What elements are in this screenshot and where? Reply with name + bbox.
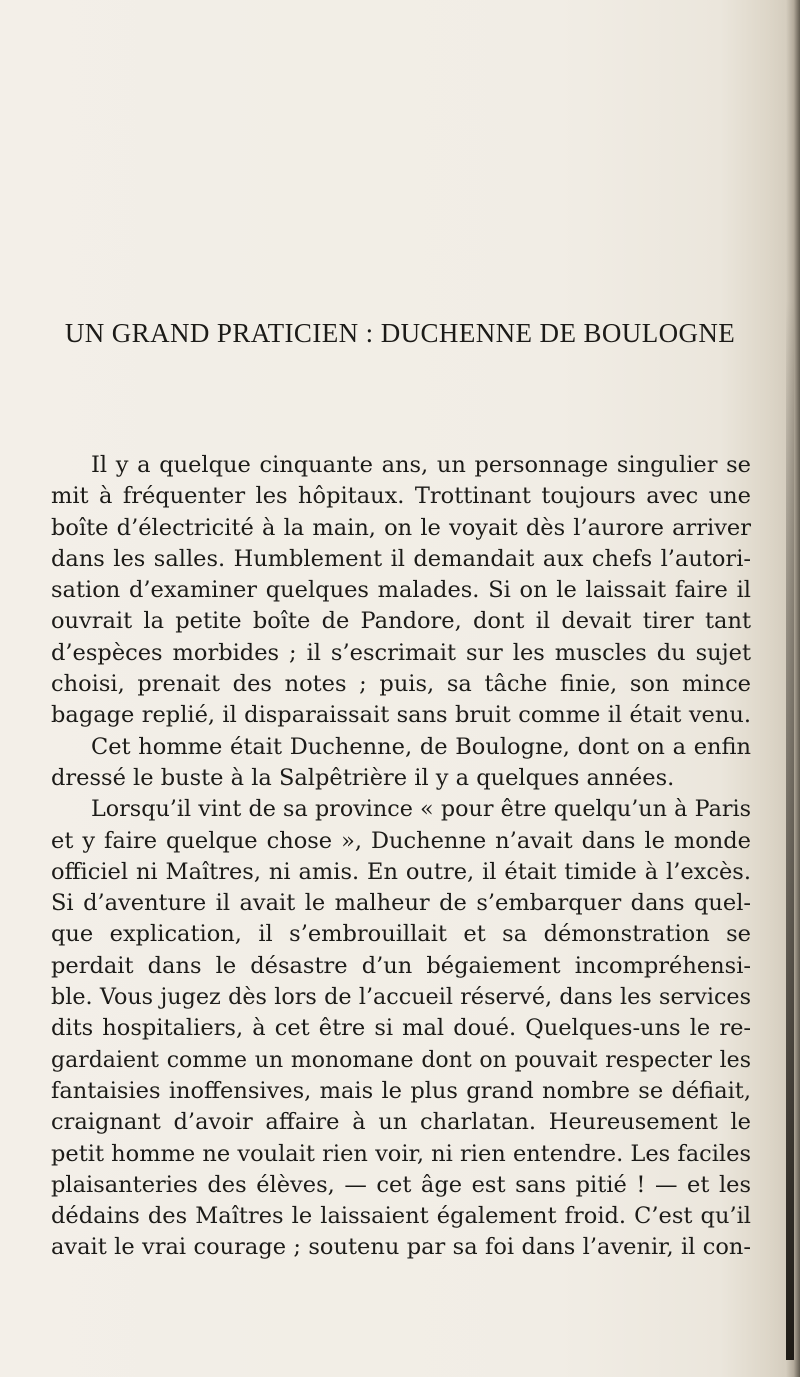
text-line: gardaient comme un monomane dont on pouvait respecter les xyxy=(51,1047,751,1073)
text-line: ouvrait la petite boîte de Pandore, dont il devait tirer tant xyxy=(51,608,751,635)
text-line: fantaisies inoffensives, mais le plus grand nombre se défiait, xyxy=(51,1077,751,1104)
text-line: Si d’aventure il avait le malheur de s’embarquer dans quel- xyxy=(51,890,751,917)
text-line: craignant d’avoir affaire à un charlatan. Heureusement le xyxy=(51,1109,751,1136)
text-line: petit homme ne voulait rien voir, ni rien entendre. Les faciles xyxy=(51,1140,751,1167)
text-line: Cet homme était Duchenne, de Boulogne, dont on a enfin xyxy=(91,733,751,760)
text-line: choisi, prenait des notes ; puis, sa tâche finie, son mince xyxy=(51,671,751,698)
text-line: dits hospitaliers, à cet être si mal doué. Quelques-uns le re- xyxy=(51,1015,751,1042)
text-line: d’espèces morbides ; il s’escrimait sur les muscles du sujet xyxy=(51,639,751,666)
chapter-title: UN GRAND PRATICIEN : DUCHENNE DE BOULOGNE xyxy=(64,318,736,348)
text-line: dédains des Maîtres le laissaient également froid. C’est qu’il xyxy=(51,1203,751,1230)
body-text xyxy=(51,450,751,1264)
page-binding-shadow xyxy=(786,300,794,1360)
text-line: dressé le buste à la Salpêtrière il y a quelques années. xyxy=(51,764,675,791)
text-line: bagage replié, il disparaissait sans bruit comme il était venu. xyxy=(51,702,751,729)
text-line: ble. Vous jugez dès lors de l’accueil réservé, dans les services xyxy=(51,984,751,1011)
text-line: perdait dans le désastre d’un bégaiement incompréhensi- xyxy=(51,952,751,979)
text-line: et y faire quelque chose », Duchenne n’avait dans le monde xyxy=(51,827,751,854)
text-line: que explication, il s’embrouillait et sa démonstration se xyxy=(51,921,751,948)
text-line: officiel ni Maîtres, ni amis. En outre, il était timide à l’excès. xyxy=(51,858,751,885)
text-line: plaisanteries des élèves, — cet âge est sans pitié ! — et les xyxy=(51,1171,751,1198)
text-line: dans les salles. Humblement il demandait aux chefs l’autori- xyxy=(51,545,751,572)
text-line: boîte d’électricité à la main, on le voyait dès l’aurore arriver xyxy=(51,514,751,541)
text-line: mit à fréquenter les hôpitaux. Trottinant toujours avec une xyxy=(51,483,751,510)
text-line: Il y a quelque cinquante ans, un personnage singulier se xyxy=(91,452,751,478)
text-line: avait le vrai courage ; soutenu par sa foi dans l’avenir, il con- xyxy=(51,1234,751,1261)
text-line: Lorsqu’il vint de sa province « pour être quelqu’un à Paris xyxy=(91,796,751,823)
text-line: sation d’examiner quelques malades. Si on le laissait faire il xyxy=(51,577,751,604)
